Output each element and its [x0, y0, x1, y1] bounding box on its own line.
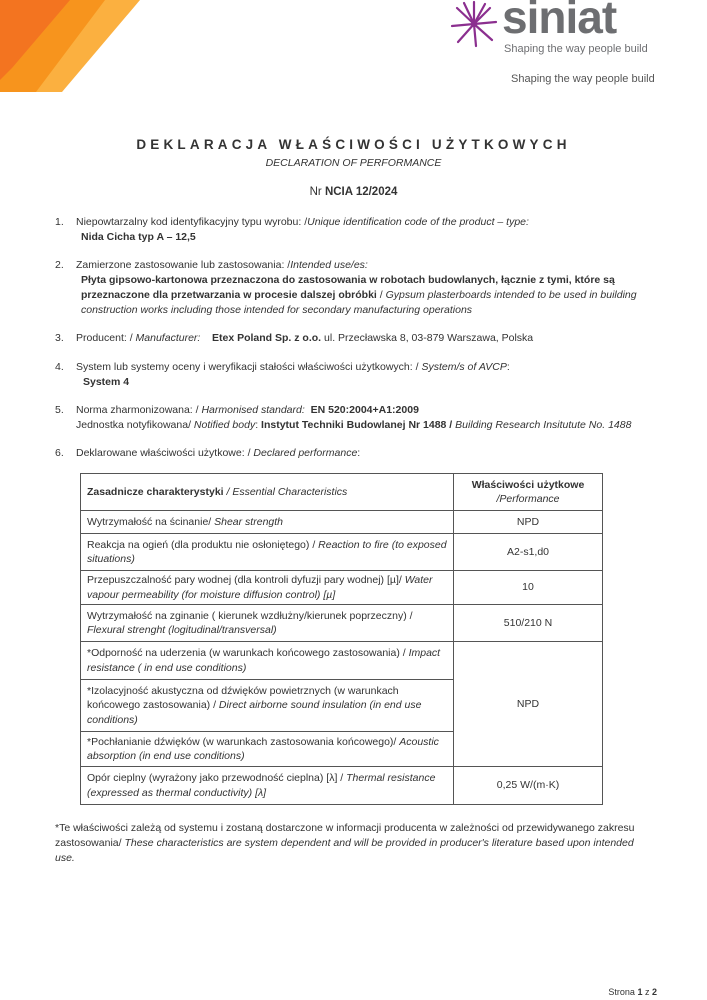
header-cell-performance [454, 474, 603, 511]
characteristic-pl: Reakcja na ogień (dla produktu nie osłoniętego) / [87, 538, 319, 551]
characteristic-cell [81, 534, 454, 571]
header-tagline: Shaping the way people build [511, 73, 655, 85]
item-label-en: System/s of AVCP [421, 361, 507, 373]
harmonised-standard: EN 520:2004+A1:2009 [310, 404, 419, 416]
header-en: /Performance [496, 493, 560, 505]
characteristic-en: Thermal resistance (expressed as thermal conductivity) [λ] [87, 772, 436, 799]
logo-wordmark: siniat [502, 0, 617, 43]
intended-use-en: Gypsum plasterboards intended to be used in building construction works including those intended for secondary manufacturing operations [81, 289, 637, 316]
nr-prefix: Nr [309, 186, 325, 198]
intended-use: Płyta gipsowo-kartonowa przeznaczona do zastosowania w robotach budowlanych, łącznie z tymi, które są przeznaczone dla przetwarzania w procesie dalszej obróbki [81, 274, 615, 301]
avcp-system: System 4 [83, 376, 130, 388]
item-label: Deklarowane właściwości użytkowe: / [76, 447, 254, 459]
characteristic-en: Acoustic absorption (in end use conditions) [87, 735, 439, 762]
item-label-en: Harmonised standard: [201, 404, 305, 416]
characteristic-pl: Wytrzymałość na ścinanie/ [87, 515, 215, 528]
nr-value: NCIA 12/2024 [324, 186, 398, 198]
characteristic-cell [81, 767, 454, 805]
characteristic-cell [81, 732, 454, 767]
item-number: 3. [55, 332, 64, 344]
characteristic-pl: *Odporność na uderzenia (w warunkach końcowego zastosowania) / [87, 647, 409, 659]
characteristic-pl: *Izolacyjność akustyczna od dźwięków powietrznych (w warunkach końcowego zastosowania) / [87, 684, 399, 712]
page-current: 1 [637, 987, 643, 997]
table-row [81, 534, 603, 571]
separator: / [376, 289, 386, 301]
header-pl: Zasadnicze charakterystyki [87, 485, 224, 498]
performance-cell: 0,25 W/(m·K) [454, 767, 603, 805]
characteristic-en: Shear strength [214, 515, 284, 528]
footnote [55, 821, 655, 866]
item-number: 6. [55, 447, 64, 459]
footnote-pl: *Te właściwości zależą od systemu i zostaną dostarczone w informacji producenta w zależności od przewidywanego zakresu zastosowania/ [55, 822, 635, 849]
characteristic-cell [81, 642, 454, 680]
item-label: Zamierzone zastosowanie lub zastosowania: / [76, 259, 291, 271]
table-row [81, 571, 603, 605]
characteristic-pl: *Pochłanianie dźwięków (w warunkach zastosowania końcowego)/ [87, 735, 400, 748]
item-label: System lub systemy oceny i weryfikacji stałości właściwości użytkowych: / [76, 361, 422, 373]
label-colon: : [255, 419, 262, 431]
item-label-en: Unique identification code of the product – type: [307, 216, 529, 228]
label-colon: : [506, 361, 510, 373]
characteristic-en: Reaction to fire (to exposed situations) [87, 538, 447, 565]
document-subtitle: DECLARATION OF PERFORMANCE [265, 157, 442, 169]
item-label-en: Intended use/es: [290, 259, 368, 271]
page-sep: z [642, 987, 652, 997]
performance-cell: 510/210 N [454, 605, 603, 642]
table-row [81, 511, 603, 534]
characteristic-en: Water vapour permeability (for moisture diffusion control) [µ] [87, 574, 433, 601]
characteristic-cell [81, 571, 454, 605]
performance-cell: A2-s1,d0 [454, 534, 603, 571]
manufacturer-address: ul. Przecławska 8, 03-879 Warszawa, Polska [321, 332, 534, 344]
document-title: DEKLARACJA WŁAŚCIWOŚCI UŻYTKOWYCH [136, 137, 571, 152]
characteristic-en: Impact resistance ( in end use conditions) [87, 647, 441, 674]
notified-body-label-en: Notified body [193, 419, 256, 431]
label-colon: : [357, 447, 361, 459]
characteristic-en: Flexural strenght (logitudinal/transversal) [87, 624, 277, 636]
item-number: 2. [55, 259, 64, 271]
performance-cell: 10 [454, 571, 603, 605]
characteristic-en: Direct airborne sound insulation (in end use conditions) [87, 699, 422, 726]
page-number [608, 987, 657, 997]
performance-cell: NPD [454, 511, 603, 534]
characteristic-pl: Przepuszczalność pary wodnej (dla kontroli dyfuzji pary wodnej) [µ]/ [87, 574, 405, 586]
notified-body: Instytut Techniki Budowlanej Nr 1488 / [261, 419, 453, 431]
item-number: 5. [55, 404, 64, 416]
item-6 [55, 446, 665, 461]
item-label: Norma zharmonizowana: / [76, 404, 202, 416]
page-total: 2 [651, 987, 657, 997]
performance-table [80, 473, 603, 805]
item-5 [55, 403, 665, 433]
notified-body-en: Building Research Insitutute No. 1488 [452, 419, 632, 431]
item-3 [55, 331, 665, 346]
logo-mark-icon [450, 0, 498, 48]
item-label: Niepowtarzalny kod identyfikacyjny typu wyrobu: / [76, 216, 308, 228]
characteristic-cell [81, 605, 454, 642]
characteristic-pl: Wytrzymałość na zginanie ( kierunek wzdłużny/kierunek poprzeczny) / [87, 609, 413, 622]
product-code: Nida Cicha typ A – 12,5 [81, 231, 196, 243]
item-label: Producent: / [76, 332, 136, 344]
characteristic-pl: Opór cieplny (wyrażony jako przewodność cieplna) [λ] / [87, 772, 347, 784]
page-label: Strona [608, 987, 638, 997]
characteristic-cell [81, 680, 454, 732]
item-label-en: Manufacturer: [135, 332, 201, 344]
notified-body-label: Jednostka notyfikowana/ [76, 419, 194, 431]
item-number: 4. [55, 361, 64, 373]
header-en: / Essential Characteristics [223, 485, 348, 498]
corner-graphic [0, 0, 140, 92]
item-label-en: Declared performance [253, 447, 358, 459]
table-row [81, 642, 603, 680]
document-number [0, 186, 707, 198]
logo-tagline: Shaping the way people build [504, 43, 648, 55]
table-row [81, 605, 603, 642]
table-row [81, 767, 603, 805]
item-number: 1. [55, 216, 64, 228]
header-pl: Właściwości użytkowe [471, 478, 585, 491]
footnote-en: These characteristics are system dependent and will be provided in producer's literature based upon intended use. [55, 837, 634, 864]
item-4 [55, 360, 665, 390]
item-2 [55, 258, 665, 318]
header-cell-characteristics [81, 474, 454, 511]
item-1 [55, 215, 665, 245]
table-header-row [81, 474, 603, 511]
characteristic-cell [81, 511, 454, 534]
performance-cell-merged: NPD [454, 642, 603, 767]
siniat-logo [448, 0, 663, 58]
manufacturer-name: Etex Poland Sp. z o.o. [212, 332, 322, 344]
